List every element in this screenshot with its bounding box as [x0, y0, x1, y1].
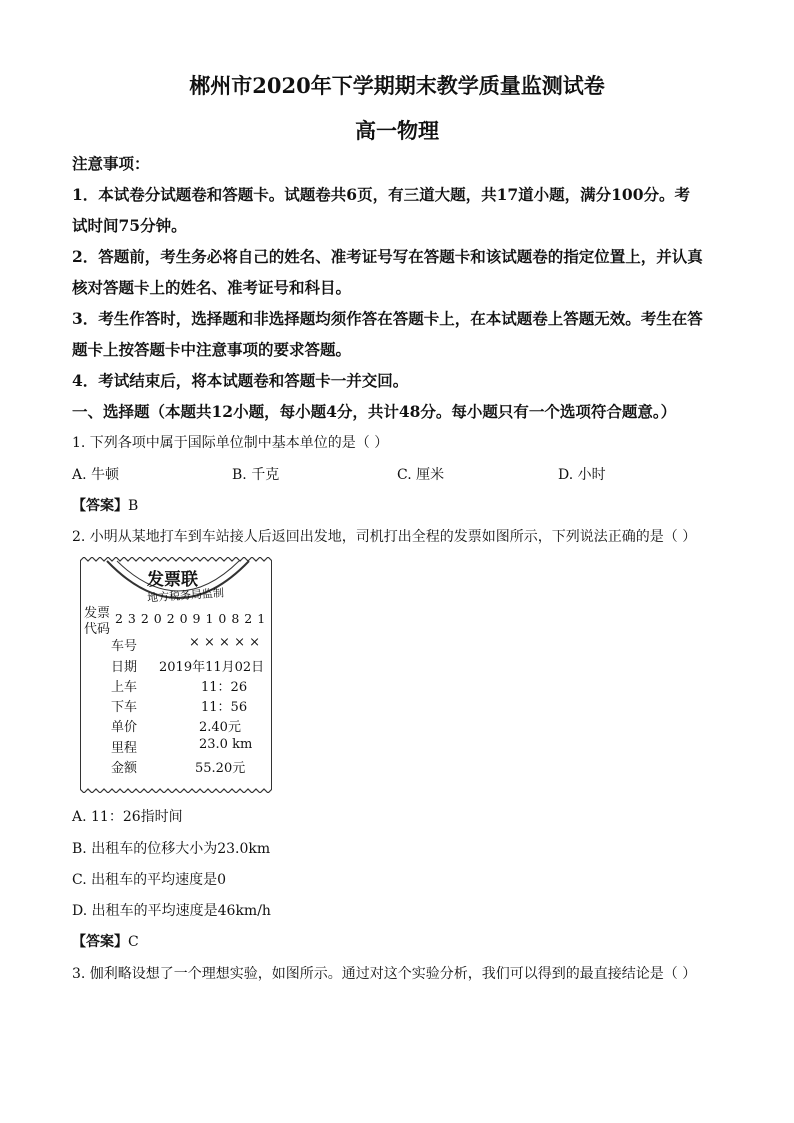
notice-line-2: 试时间75分钟。	[72, 216, 187, 235]
exam-subtitle: 高一物理	[355, 118, 439, 143]
answer-tag: 【答案】	[72, 498, 128, 514]
receipt-row-value: 55.20元	[195, 761, 246, 776]
receipt-stamp-arc-text: 地方税务局监制	[146, 586, 225, 605]
q2-option-b: B. 出租车的位移大小为23.0km	[72, 841, 271, 857]
answer-value: B	[128, 498, 139, 514]
receipt-stamp-title: 发票联	[147, 570, 198, 590]
question-3-stem: 3. 伽利略设想了一个理想实验，如图所示。通过对这个实验分析，我们可以得到的最直接结论是（ ）	[72, 966, 697, 982]
q1-option-d: D. 小时	[558, 467, 606, 483]
q1-answer	[72, 495, 138, 515]
q2-answer	[72, 931, 139, 951]
receipt-row-value: 11：56	[201, 700, 248, 715]
receipt-code-label-1: 发票	[84, 606, 111, 621]
receipt-code-label-2: 代码	[84, 622, 111, 637]
receipt-torn-edge-bottom	[80, 785, 272, 793]
section-heading: 一、选择题（本题共12小题，每小题4分，共计48分。每小题只有一个选项符合题意。）	[72, 402, 677, 421]
receipt-row-value: 11：26	[201, 680, 248, 695]
notice-line-1: 1．本试卷分试题卷和答题卡。试题卷共6页，有三道大题，共17道小题，满分100分。考	[72, 185, 690, 204]
invoice-receipt-figure	[80, 561, 272, 789]
question-2-stem: 2. 小明从某地打车到车站接人后返回出发地，司机打出全程的发票如图所示，下列说法正确的是（ ）	[72, 529, 697, 545]
receipt-row-label: 金额	[111, 761, 138, 776]
q1-option-a: A. 牛顿	[72, 467, 120, 483]
q2-option-d: D. 出租车的平均速度是46km/h	[72, 903, 271, 919]
q1-option-b: B. 千克	[232, 467, 280, 483]
q1-option-c: C. 厘米	[397, 467, 445, 483]
notice-line-3: 2．答题前，考生务必将自己的姓名、准考证号写在答题卡和该试题卷的指定位置上，并认真	[72, 247, 703, 266]
q2-option-a: A. 11：26指时间	[72, 809, 183, 825]
notice-line-7: 4．考试结束后，将本试题卷和答题卡一并交回。	[72, 371, 409, 390]
notice-line-5: 3．考生作答时，选择题和非选择题均须作答在答题卡上，在本试题卷上答题无效。考生在答	[72, 309, 703, 328]
receipt-row-value: 23.0 km	[199, 737, 253, 752]
receipt-row-label: 里程	[111, 741, 138, 756]
receipt-row-label: 上车	[111, 680, 138, 695]
q2-option-c: C. 出租车的平均速度是0	[72, 872, 227, 888]
notice-heading: 注意事项：	[72, 154, 150, 173]
notice-line-6: 题卡上按答题卡中注意事项的要求答题。	[72, 340, 352, 359]
receipt-row-value: 2.40元	[199, 720, 241, 735]
answer-value: C	[128, 934, 139, 950]
notice-line-4: 核对答题卡上的姓名、准考证号和科目。	[72, 278, 352, 297]
receipt-row-value: × × × × ×	[189, 635, 260, 650]
receipt-row-label: 车号	[111, 639, 138, 654]
answer-tag: 【答案】	[72, 934, 128, 950]
exam-title: 郴州市2020年下学期期末教学质量监测试卷	[189, 73, 605, 98]
receipt-code-value: 2 3 2 0 2 0 9 1 0 8 2 1	[115, 611, 266, 626]
question-1-stem: 1. 下列各项中属于国际单位制中基本单位的是（ ）	[72, 435, 389, 451]
receipt-row-label: 日期	[111, 660, 138, 675]
receipt-row-value: 2019年11月02日	[159, 660, 265, 675]
receipt-row-label: 下车	[111, 700, 138, 715]
receipt-row-label: 单价	[111, 720, 138, 735]
